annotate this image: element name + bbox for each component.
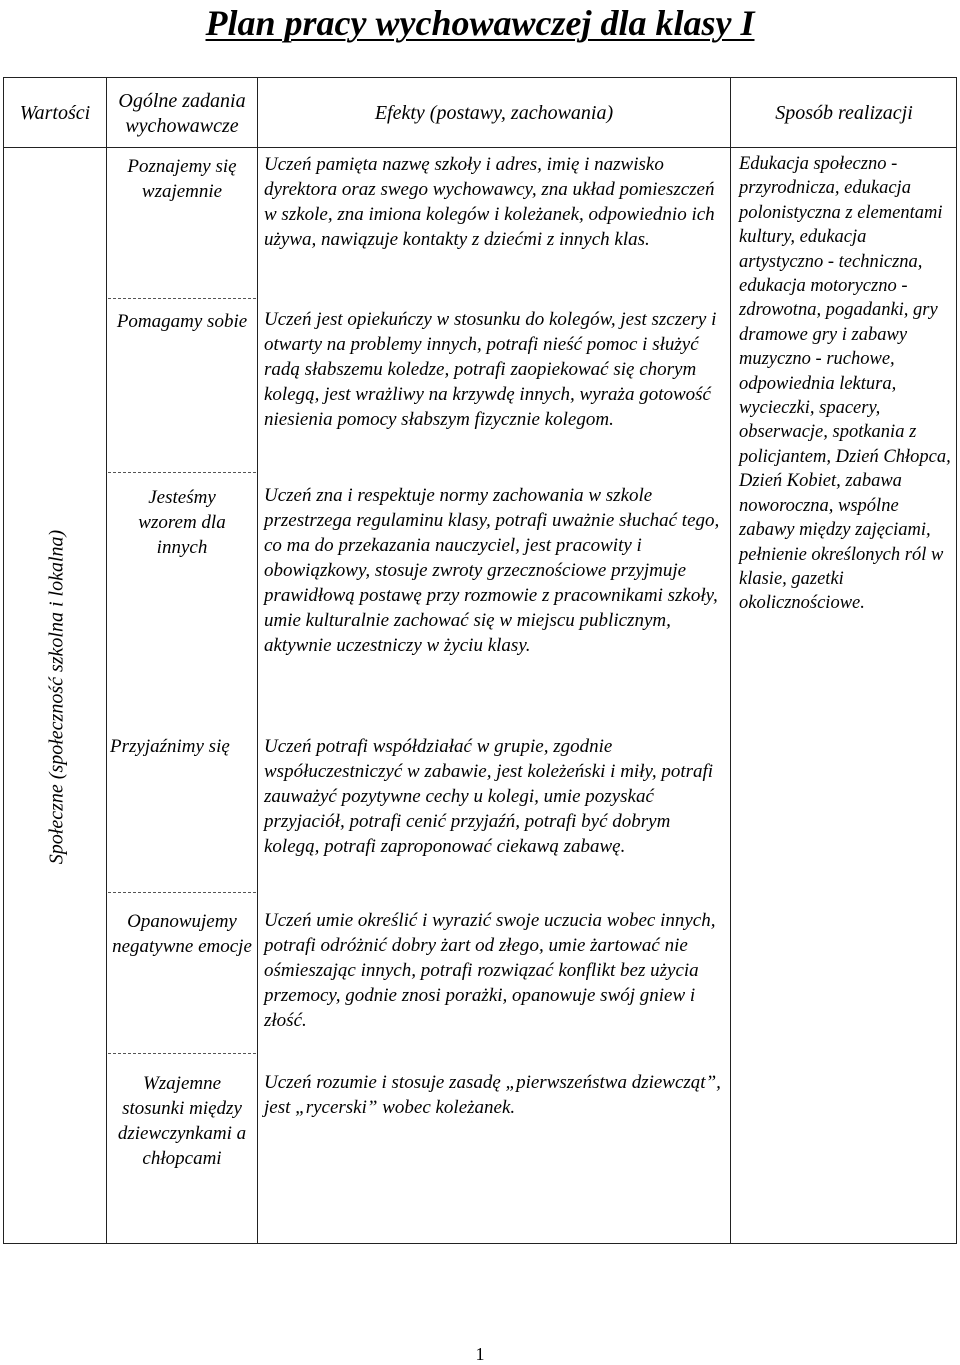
column-divider-2 xyxy=(257,77,258,1244)
task-3: Jesteśmy wzorem dla innych xyxy=(138,487,226,558)
effect-4: Uczeń potrafi współdziałać w grupie, zgodnie współuczestniczyć w zabawie, jest koleżeński i miły, potrafi zauważyć pozytywne cechy u kolegi, umie pozyskać przyjaciół, potrafi cenić przyjaźń, potrafi być dobrym kolegą, potrafi zaproponować ciekawą zabawę. xyxy=(264,736,714,857)
column-divider-1 xyxy=(106,77,107,1244)
header-tasks: Ogólne zadania wychowawcze xyxy=(118,90,246,137)
task-4: Przyjaźnimy się xyxy=(110,736,230,757)
task-separator xyxy=(108,298,256,299)
header-methods: Sposób realizacji xyxy=(775,102,913,124)
effect-1: Uczeń pamięta nazwę szkoły i adres, imię i nazwisko dyrektora oraz swego wychowawcy, zna układ pomieszczeń w szkole, zna imiona kolegów i koleżanek, odpowiednio ich używa, nawiązuje kontakty z dziećmi z innych klas. xyxy=(264,154,715,250)
task-5: Opanowujemy negatywne emocje xyxy=(112,911,252,957)
effect-5: Uczeń umie określić i wyrazić swoje uczucia wobec innych, potrafi odróżnić dobry żart od złego, umie żartować nie ośmieszając innych, potrafi rozwiązać konflikt bez użycia przemocy, godnie znosi porażki, opanowuje swój gniew i złość. xyxy=(264,910,716,1031)
page-title xyxy=(0,2,960,44)
value-category-text: Społeczne (społeczność szkolna i lokalna) xyxy=(45,529,68,865)
header-divider xyxy=(3,147,957,148)
header-values: Wartości xyxy=(19,102,91,124)
page-title-text: Plan pracy wychowawczej dla klasy I xyxy=(205,3,755,43)
task-1: Poznajemy się wzajemnie xyxy=(127,156,237,202)
header-effects: Efekty (postawy, zachowania) xyxy=(374,102,614,124)
task-6: Wzajemne stosunki między dziewczynkami a chłopcami xyxy=(117,1073,247,1169)
column-divider-3 xyxy=(730,77,731,1244)
effect-6: Uczeń rozumie i stosuje zasadę „pierwszeństwa dziewcząt”, jest „rycerski” wobec koleżanek. xyxy=(264,1072,721,1118)
task-2: Pomagamy sobie xyxy=(116,311,248,332)
effect-2: Uczeń jest opiekuńczy w stosunku do kolegów, jest szczery i otwarty na problemy innych, potrafi nieść pomoc i służyć radą słabszemu koledze, potrafi zaopiekować się chorym kolegą, jest wrażliwy na krzywdę innych, wyraża gotowość niesienia pomocy słabszym fizycznie kolegom. xyxy=(264,309,717,430)
methods-text: Edukacja społeczno - przyrodnicza, edukacja polonistyczna z elementami kultury, edukacja artystyczno - techniczna, edukacja motoryczno - zdrowotna, pogadanki, gry dramowe gry i zabawy muzyczno - ruchowe, odpowiednia lektura, wycieczki, spacery, obserwacje, spotkania z policjantem, Dzień Chłopca, Dzień Kobiet, zabawa noworoczna, wspólne zabawy między zajęciami, pełnienie określonych ról w klasie, gazetki okolicznościowe. xyxy=(739,154,951,614)
task-separator xyxy=(108,892,256,893)
effect-3: Uczeń zna i respektuje normy zachowania w szkole przestrzega regulaminu klasy, potrafi uważnie słuchać tego, co ma do przekazania nauczyciel, jest pracowity i obowiązkowy, stosuje zwroty grzecznościowe przyjmuje prawidłową postawę przy rozmowie z pracownikami szkoły, umie kulturalnie zachować się w miejscu publicznym, aktywnie uczestniczy w życiu klasy. xyxy=(264,485,720,656)
task-separator xyxy=(108,1053,256,1054)
page-number: 1 xyxy=(475,1344,485,1364)
task-separator xyxy=(108,472,256,473)
